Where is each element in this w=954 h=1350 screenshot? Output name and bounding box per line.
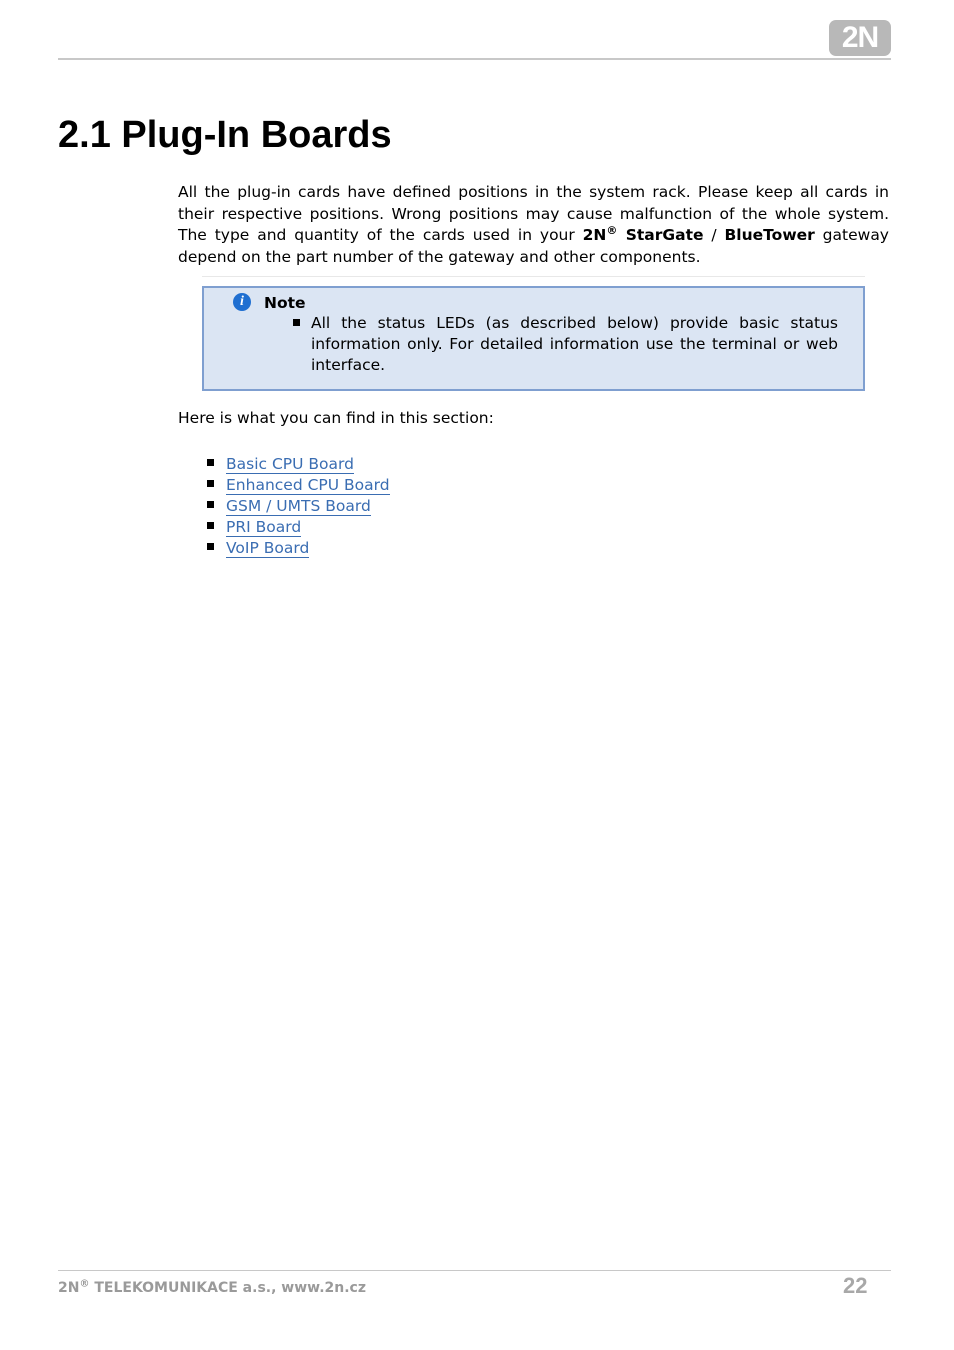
link-enhanced-cpu-board[interactable]: Enhanced CPU Board [226,476,390,494]
footer-company [58,1278,366,1298]
intro-text-2: gateway depend on the part number of the gateway and other components. [178,226,889,266]
bullet-icon [293,319,300,326]
note-title: Note [264,294,306,312]
intro-registered-mark: ® [606,223,618,237]
list-item [206,517,390,538]
section-intro: Here is what you can find in this section: [178,409,494,427]
footer-company-text: TELEKOMUNIKACE a.s., www.2n.cz [89,1280,366,1296]
list-item [206,538,390,559]
note-text: All the status LEDs (as described below) provide basic status information only. For detailed information use the terminal or web interface. [311,314,838,374]
note-box [202,286,865,391]
bullet-icon [207,522,214,529]
intro-paragraph [178,182,889,268]
footer-registered-mark: ® [79,1278,90,1290]
footer-rule [58,1270,891,1271]
intro-text-1: All the plug-in cards have defined positions in the system rack. Please keep all cards in their respective positions. Wrong positions may cause malfunction of the whole system. The type and quantity of the cards used in your [178,183,889,244]
intro-product-bluetower: BlueTower [724,226,815,244]
link-gsm-umts-board[interactable]: GSM / UMTS Board [226,497,371,515]
link-pri-board[interactable]: PRI Board [226,518,302,536]
company-logo [829,20,891,56]
note-divider [202,276,865,277]
page-title: 2.1 Plug-In Boards [58,114,392,156]
list-item [206,454,390,475]
list-item [206,496,390,517]
bullet-icon [207,480,214,487]
intro-brand: 2N [582,226,607,244]
intro-separator: / [703,226,725,244]
logo-text: 2N [841,21,879,54]
bullet-icon [207,501,214,508]
section-links-list [206,454,390,559]
footer-brand: 2N [58,1280,80,1296]
link-basic-cpu-board[interactable]: Basic CPU Board [226,455,354,473]
list-item [206,475,390,496]
bullet-icon [207,459,214,466]
link-voip-board[interactable]: VoIP Board [226,539,310,557]
header-rule [58,58,891,60]
intro-product-stargate: StarGate [617,226,704,244]
info-icon: i [233,293,251,311]
page-number: 22 [843,1273,868,1298]
bullet-icon [207,543,214,550]
